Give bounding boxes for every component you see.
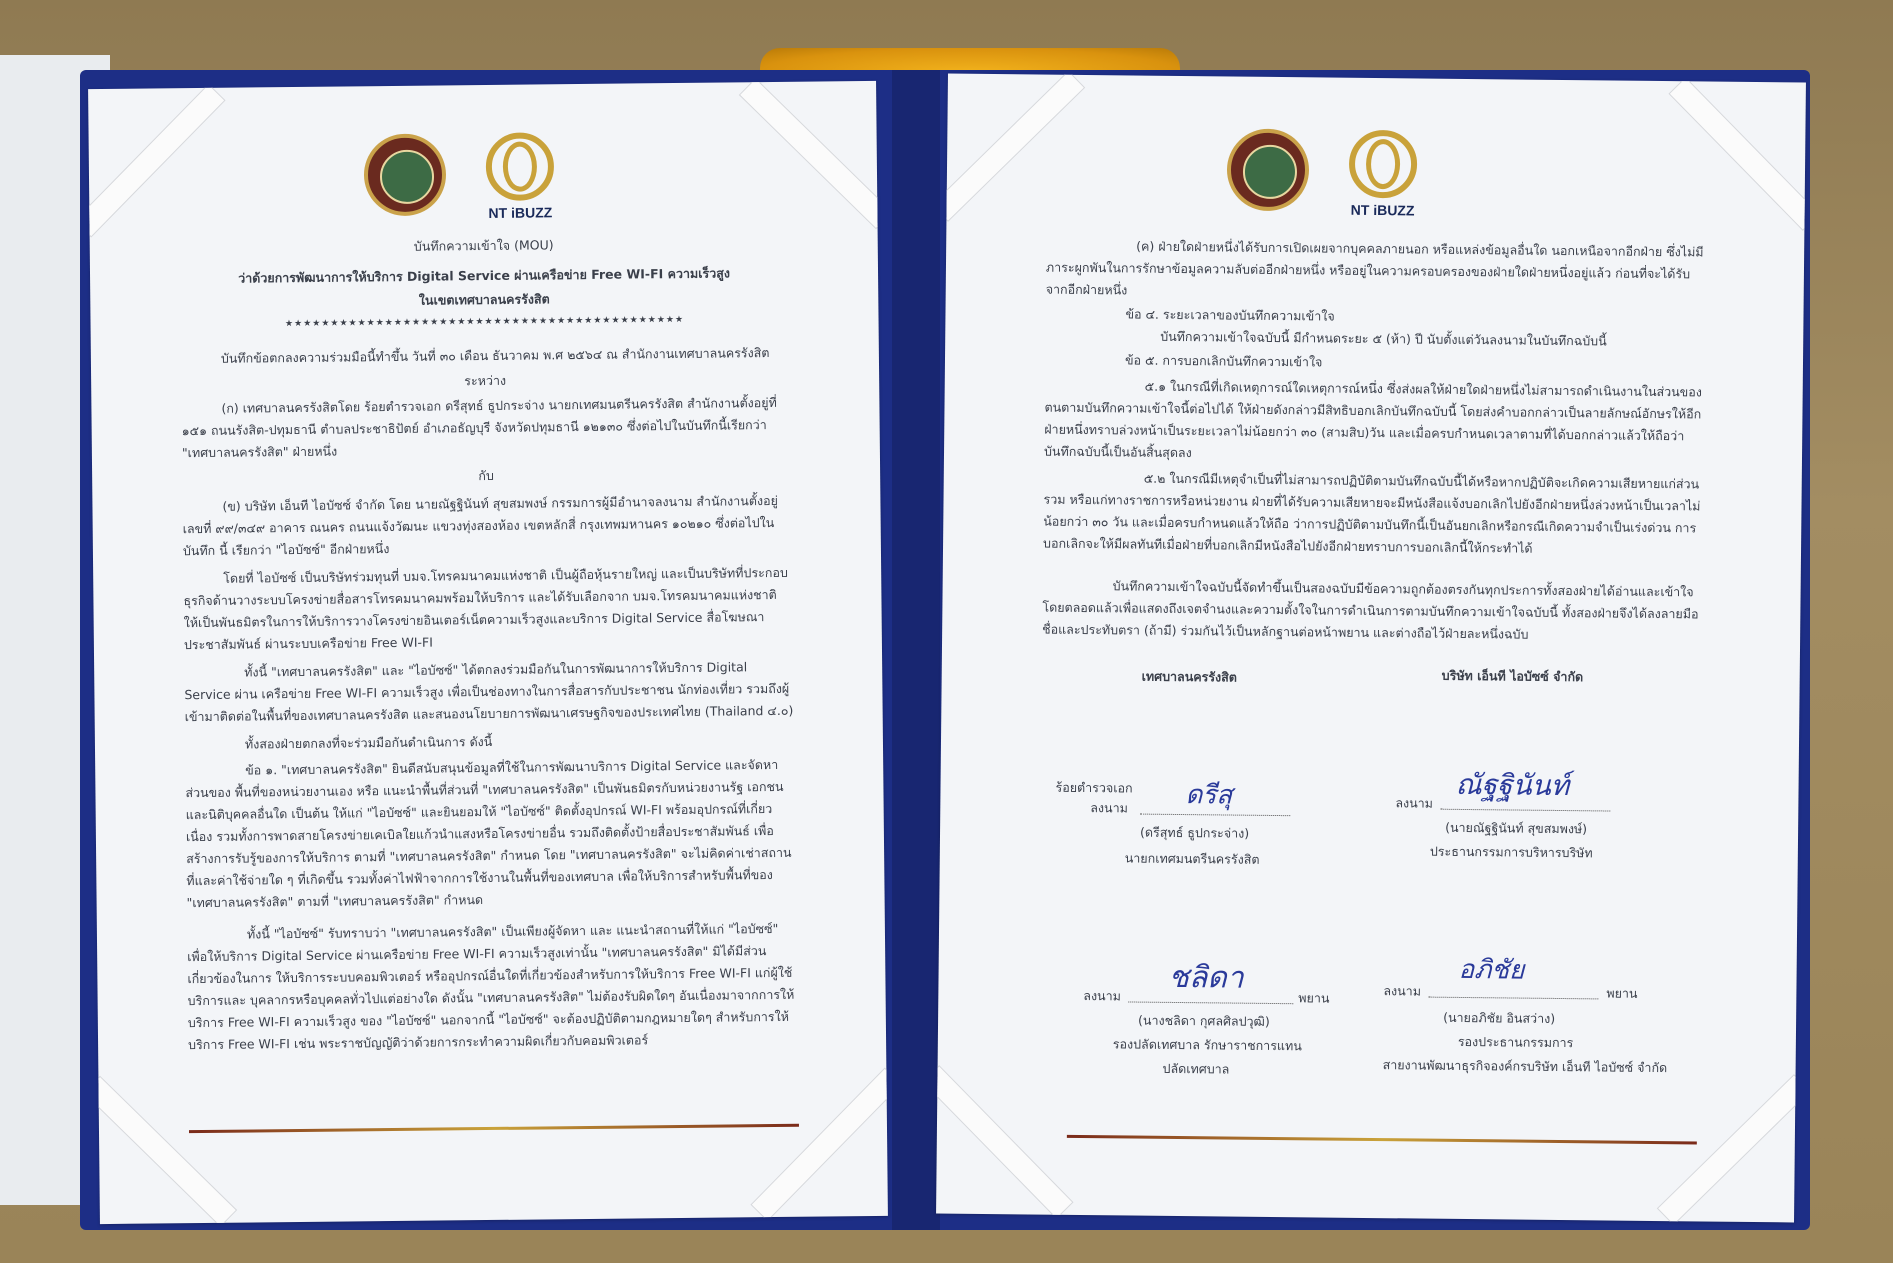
paragraph-clause-1-note: ทั้งนี้ "ไอบัซซ์" รับทราบว่า "เทศบาลนครรังสิต" เป็นเพียงผู้จัดหา และ แนะนำสถานที่ให้แก่ "ไอบัซซ์" เพื่อให้บริการ Digital Service ผ่านเครือข่าย Free WI-FI ความเร็วสูงเท่านั้น "เทศบาลนครรังสิต" มิได้มีส่วนเกี่ยวข้องในการ ให้บริการระบบคอมพิวเตอร์ หรืออุปกรณ์อื่นใดที่เกี่ยวข้องสำหรับการให้บริการ Free WI-FI แก่ผู้ใช้บริการและ บุคลากรหรือบุคคลทั่วไปแต่อย่างใด ดังนั้น "เทศบาลนครรังสิต" ไม่ต้องรับผิดใดๆ อันเนื่องมาจากการให้บริการ Free WI-FI ความเร็วสูง ของ "ไอบัซซ์" นอกจากนี้ "ไอบัซซ์" จะต้องปฏิบัติตามกฎหมายใดๆ สำหรับการให้บริการ Free WI-FI เช่น พระราชบัญญัติว่าด้วยการกระทำความผิดเกี่ยวกับคอมพิวเตอร์ xyxy=(187,920,795,1053)
sig3-title-2: ปลัดเทศบาล xyxy=(1162,1060,1230,1077)
folder-spine xyxy=(892,70,940,1230)
signature-3: ชลิดา xyxy=(1168,959,1244,996)
paragraph-cooperation: ทั้งนี้ "เทศบาลนครรังสิต" และ "ไอบัซซ์" ได้ตกลงร่วมมือกันในการพัฒนาการให้บริการ Digital Service ผ่าน เครือข่าย Free WI-FI ความเร็วสูง เพื่อเป็นช่องทางในการสื่อสารกับประชาชน นักท่องเที่ยว รวมถึงผู้เข้ามาติดต่อในพื้นที่ของเทศบาลนครรังสิต และสนองนโยบายการพัฒนาเศรษฐกิจของประเทศไทย (Thailand ๔.๐) xyxy=(184,659,794,725)
signature-4: อภิชัย xyxy=(1458,954,1525,986)
corner-holder xyxy=(88,84,225,238)
nt-ibuzz-logo xyxy=(1349,130,1418,219)
sig4-name: (นายอภิชัย อินสว่าง) xyxy=(1443,1009,1556,1026)
sig4-title-2: สายงานพัฒนาธุรกิจองค์กรบริษัท เอ็นที ไอบัซซ์ จำกัด xyxy=(1382,1057,1668,1076)
sig3-title-1: รองปลัดเทศบาล รักษาราชการแทน xyxy=(1112,1036,1302,1054)
paragraph-party-a: (ก) เทศบาลนครรังสิตโดย ร้อยตำรวจเอก ดรีสุทธ์ ธูปกระจ่าง นายกเทศมนตรีนครรังสิต สำนักงานตั้งอยู่ที่ ๑๕๑ ถนนรังสิต-ปทุมธานี ตำบลประชาธิปัตย์ อำเภอธัญบุรี จังหวัดปทุมธานี ๑๒๑๓๐ ซึ่งต่อไปในบันทึกนี้เรียกว่า "เทศบาลนครรังสิต" ฝ่ายหนึ่ง xyxy=(181,394,777,461)
sig4-title-1: รองประธานกรรมการ xyxy=(1457,1033,1574,1051)
witness-label: พยาน xyxy=(1606,985,1638,1001)
right-document-page xyxy=(936,74,1806,1223)
corner-holder xyxy=(936,1065,1073,1219)
paragraph-with: กับ xyxy=(478,467,494,484)
paragraph-closing: บันทึกความเข้าใจฉบับนี้จัดทำขึ้นเป็นสองฉบับมีข้อความถูกต้องตรงกันทุกประการทั้งสองฝ่ายได้อ่านและเข้าใจโดยตลอดแล้วเพื่อแสดงถึงเจตจำนงและความตั้งใจในการดำเนินการตามบันทึกความเข้าใจฉบับนี้ ทั้งสองฝ่ายจึงได้ลงลายมือชื่อและประทับตรา (ถ้ามี) ร่วมกันไว้เป็นหลักฐานต่อหน้าพยาน และต่างถือไว้ฝ่ายละหนึ่งฉบับ xyxy=(1042,578,1699,642)
sign-label: ลงนาม xyxy=(1395,795,1434,811)
signature-1: ดรีสุ xyxy=(1185,780,1233,811)
paragraph-clause-c: (ค) ฝ่ายใดฝ่ายหนึ่งได้รับการเปิดเผยจากบุคคลภายนอก หรือแหล่งข้อมูลอื่นใด นอกเหนือจากอีกฝ่าย ซึ่งไม่มีภาระผูกพันในการรักษาข้อมูลความลับต่ออีกฝ่ายหนึ่ง หรืออยู่ในความครอบครองของฝ่ายใดฝ่ายหนึ่งอยู่แล้ว ก่อนที่จะได้รับจากอีกฝ่ายหนึ่ง xyxy=(1045,238,1704,298)
corner-holder xyxy=(1668,77,1805,231)
party-right-label: บริษัท เอ็นที ไอบัซซ์ จำกัด xyxy=(1441,667,1584,685)
sig2-name: (นายณัฐฐินันท์ สุขสมพงษ์) xyxy=(1445,819,1588,837)
paragraph-clause-5-2: ๕.๒ ในกรณีมีเหตุจำเป็นที่ไม่สามารถปฏิบัติตามบันทึกฉบับนี้ได้หรือหากปฏิบัติจะเกิดความเสียหายแก่ส่วนรวม หรือแก่ทางราชการหรือหน่วยงาน ฝ่ายที่ได้รับความเสียหายจะมีหนังสือแจ้งบอกเลิกไปยังอีกฝ่ายหนึ่งล่วงหน้าเป็นเวลาไม่น้อยกว่า ๓๐ วัน และเมื่อครบกำหนดแล้วให้ถือ ว่าการปฏิบัติตามบันทึกนี้เป็นอันยกเลิกหรือกรณีเกิดความจำเป็นเร่งด่วน การบอกเลิกจะให้มีผลทันทีเมื่อฝ่ายที่บอกเลิกมีหนังสือไปยังอีกฝ่ายทราบการบอกเลิกนี้ให้กระทำได้ xyxy=(1043,470,1701,556)
footer-rule xyxy=(189,1124,799,1133)
logo-brand-text: NT iBUZZ xyxy=(488,204,553,221)
signature-2: ณัฐฐินันท์ xyxy=(1455,767,1570,803)
sig1-rank: ร้อยตำรวจเอก xyxy=(1055,779,1133,796)
stars-divider: ★★★★★★★★★★★★★★★★★★★★★★★★★★★★★★★★★★★★★★★★★★★★ xyxy=(284,314,685,330)
left-document-page xyxy=(88,81,888,1224)
nt-ibuzz-logo xyxy=(486,132,555,221)
logo-row xyxy=(364,132,555,222)
footer-rule xyxy=(1067,1135,1697,1145)
witness-label: พยาน xyxy=(1298,990,1330,1006)
paragraph-clause-4: ข้อ ๔. ระยะเวลาของบันทึกความเข้าใจ xyxy=(1125,306,1335,324)
corner-holder xyxy=(88,1076,237,1224)
sign-label: ลงนาม xyxy=(1090,800,1128,816)
municipality-seal-icon xyxy=(364,133,447,216)
doc-subtitle: ว่าด้วยการพัฒนาการให้บริการ Digital Service ผ่านเครือข่าย Free WI-FI ความเร็วสูง xyxy=(238,265,731,286)
paragraph-clause-5: ข้อ ๕. การบอกเลิกบันทึกความเข้าใจ xyxy=(1124,352,1323,370)
corner-holder xyxy=(1657,1074,1806,1222)
logo-brand-text: NT iBUZZ xyxy=(1350,201,1415,219)
paragraph-between: ระหว่าง xyxy=(464,372,507,389)
municipality-seal-icon xyxy=(1227,128,1310,211)
paragraph-agree: ทั้งสองฝ่ายตกลงที่จะร่วมมือกันดำเนินการ ดังนี้ xyxy=(244,733,493,752)
logo-row xyxy=(1227,128,1418,218)
sig2-title: ประธานกรรมการบริหารบริษัท xyxy=(1429,843,1593,861)
party-left-label: เทศบาลนครรังสิต xyxy=(1141,668,1238,685)
signature-line xyxy=(1440,809,1610,812)
sig3-name: (นางชลิดา กุศลศิลปวุฒิ) xyxy=(1138,1012,1270,1029)
doc-subtitle-area: ในเขตเทศบาลนครรังสิต xyxy=(418,291,550,308)
paragraph-clause-1: ข้อ ๑. "เทศบาลนครรังสิต" ยินดีสนับสนุนข้อมูลที่ใช้ในการพัฒนาบริการ Digital Service และจัดหาส่วนของ พื้นที่ของหน่วยงานเอง หรือ แนะนำพื้นที่ส่วนที่ "เทศบาลนครรังสิต" เป็นพันธมิตรกับหน่วยงานรัฐ เอกชน และนิติบุคคลอื่นใด เป็นต้น ให้แก่ "ไอบัซซ์" และยินยอมให้ "ไอบัซซ์" ติดตั้งอุปกรณ์ WI-FI พร้อมอุปกรณ์ที่เกี่ยวเนื่อง รวมทั้งการพาดสายโครงข่ายเคเบิลใยแก้วนำแสงหรือโครงข่ายอื่น รวมถึงติดตั้งป้ายสื่อประชาสัมพันธ์ เพื่อสร้างการรับรู้ของการให้บริการ ตามที่ "เทศบาลนครรังสิต" กำหนด โดย "เทศบาลนครรังสิต" จะไม่คิดค่าเช่าสถานที่และค่าใช้จ่ายใด ๆ ที่เกิดขึ้น รวมทั้งค่าไฟฟ้าจากการใช้งานในพื้นที่ของเทศบาล เพื่อให้บริการสำหรับพื้นที่ของ "เทศบาลนครรังสิต" ตามที่ "เทศบาลนครรังสิต" กำหนด xyxy=(185,756,792,911)
nt-ibuzz-logo-icon xyxy=(486,132,555,201)
paragraph-party-b: (ข) บริษัท เอ็นที ไอบัซซ์ จำกัด โดย นายณัฐฐินันท์ สุขสมพงษ์ กรรมการผู้มีอำนาจลงนาม สำนักงานตั้งอยู่เลขที่ ๙๙/๓๔๙ อาคาร ณนคร ถนนแจ้งวัฒนะ แขวงทุ่งสองห้อง เขตหลักสี่ กรุงเทพมหานคร ๑๐๒๑๐ ซึ่งต่อไปในบันทึก นี้ เรียกว่า "ไอบัซซ์" อีกฝ่ายหนึ่ง xyxy=(182,492,778,559)
doc-title: บันทึกความเข้าใจ (MOU) xyxy=(413,237,554,254)
signature-line xyxy=(1428,997,1598,1000)
paragraph-clause-4-body: บันทึกความเข้าใจฉบับนี้ มีกำหนดระยะ ๕ (ห้า) ปี นับตั้งแต่วันลงนามในบันทึกฉบับนี้ xyxy=(1160,328,1607,349)
sign-label: ลงนาม xyxy=(1383,983,1422,999)
nt-ibuzz-logo-icon xyxy=(1349,130,1418,199)
paragraph-clause-5-1: ๕.๑ ในกรณีที่เกิดเหตุการณ์ใดเหตุการณ์หนึ่ง ซึ่งส่งผลให้ฝ่ายใดฝ่ายหนึ่งไม่สามารถดำเนินงานในส่วนของตนตามบันทึกความเข้าใจนี้ต่อไปได้ ให้ฝ่ายดังกล่าวมีสิทธิบอกเลิกบันทึกฉบับนี้ โดยส่งคำบอกกล่าวเป็นลายลักษณ์อักษรให้อีกฝ่ายหนึ่งทราบล่วงหน้าเป็นระยะเวลาไม่น้อยกว่า ๓๐ (สามสิบ)วัน และเมื่อครบกำหนดเวลาตามที่ได้บอกกล่าวแล้วให้ถือว่าบันทึกฉบับนี้เป็นอันสิ้นสุดลง xyxy=(1043,378,1702,461)
corner-holder xyxy=(936,74,1085,222)
sig1-name: (ดรีสุทธ์ ธูปกระจ่าง) xyxy=(1139,824,1250,841)
signature-line xyxy=(1128,1001,1293,1004)
corner-holder xyxy=(739,81,888,229)
corner-holder xyxy=(750,1068,887,1222)
paragraph-intro: บันทึกข้อตกลงความร่วมมือนี้ทำขึ้น วันที่ ๓๐ เดือน ธันวาคม พ.ศ ๒๕๖๔ ณ สำนักงานเทศบาลนครรังสิต xyxy=(220,345,770,366)
sig1-title: นายกเทศมนตรีนครรังสิต xyxy=(1124,850,1260,867)
sign-label: ลงนาม xyxy=(1083,988,1121,1004)
paragraph-whereas: โดยที่ ไอบัซซ์ เป็นบริษัทร่วมทุนที่ บมจ.โทรคมนาคมแห่งชาติ เป็นผู้ถือหุ้นรายใหญ่ และเป็นบริษัทที่ประกอบธุรกิจด้านวางระบบโครงข่ายสื่อสารโทรคมนาคมพร้อมให้บริการ และได้รับเลือกจาก บมจ.โทรคมนาคมแห่งชาติ ให้เป็นพันธมิตรในการให้บริการวางโครงข่ายอินเตอร์เน็ตความเร็วสูงและบริการ Digital Service สื่อโฆษณา ประชาสัมพันธ์ ผ่านระบบเครือข่าย Free WI-FI xyxy=(183,564,788,653)
